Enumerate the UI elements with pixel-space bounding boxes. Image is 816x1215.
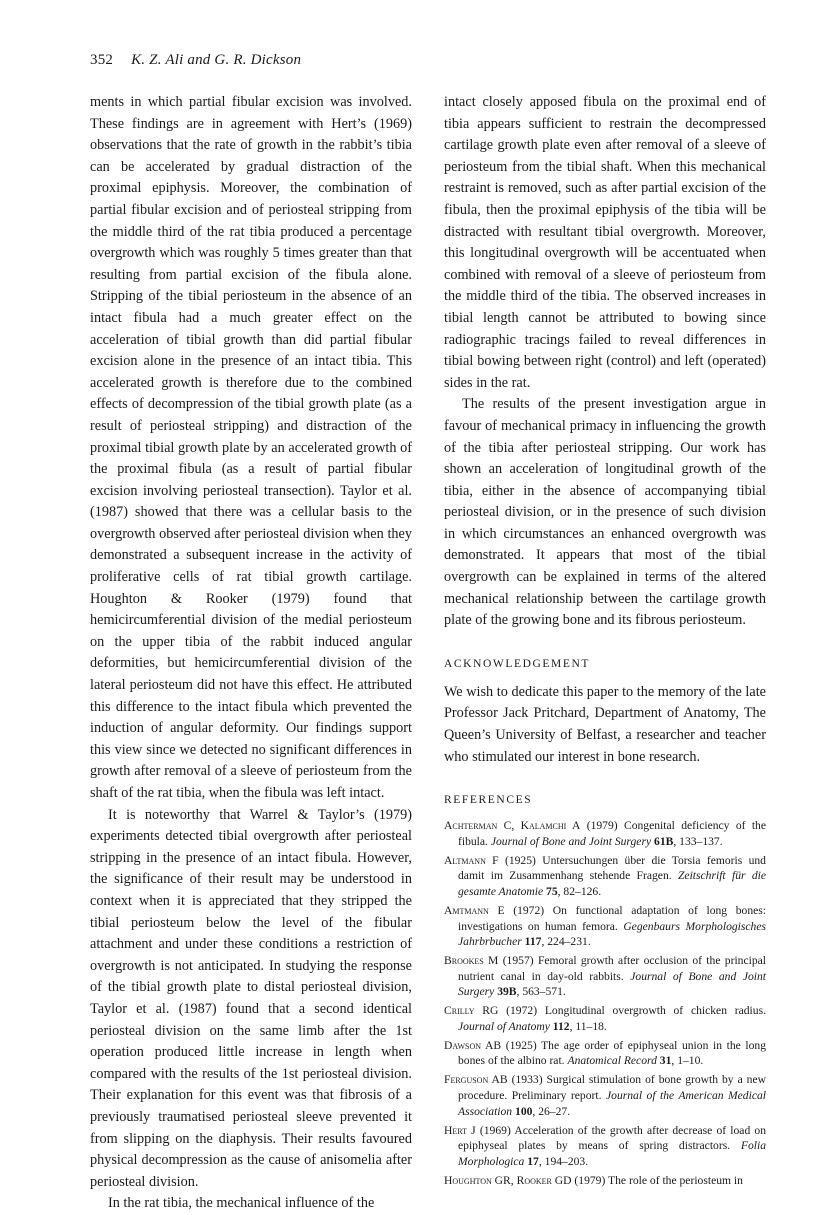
body-paragraph: The results of the present investigation argue in favour of mechanical primacy in influencing the growth of the tibia after periosteal stripping. Our work has shown an acceleration of longitudinal growth of the tibia, either in the absence of accompanying tibial periosteal division, or in the presence of such division in which circumstances an enhanced overgrowth was demonstrated. It appears that most of the tibial overgrowth can be explained in terms of the altered mechanical relationship between the cartilage growth plate of the growing bone and its fibrous periosteum.: [444, 396, 766, 629]
body-paragraph: In the rat tibia, the mechanical influence of the: [108, 1195, 375, 1212]
acknowledgement-text: We wish to dedicate this paper to the memory of the late Professor Jack Pritchard, Department of Anatomy, The Queen’s University of Belfast, a researcher and teacher who stimulated our interest in bone research.: [444, 683, 766, 765]
reference-list: [444, 818, 766, 1188]
reference-item: Houghton GR, Rooker GD (1979) The role of the periosteum in: [444, 1173, 743, 1187]
body-paragraph: It is noteworthy that Warrel & Taylor’s (1979) experiments detected tibial overgrowth after periosteal stripping in the presence of an intact fibula. However, the significance of their result may be understood in context when it is appreciated that they stripped the tibial periosteum below the level of the fibular attachment and under these conditions a restriction of overgrowth is not anticipated. In studying the response of the tibial growth plate to distal periosteal division, Taylor et al. (1987) found that a second identical periosteal division on the same limb after the 1st operation produced little increase in length when compared with the results of the 1st periosteal division. Their explanation for this event was that fibrosis of a previously traumatised periosteal sleeve prevented it from slipping on the diaphysis. Their results favoured physical decompression as the cause of anisomelia after periosteal division.: [90, 806, 412, 1190]
reference-item: Ferguson AB (1933) Surgical stimulation of bone growth by a new procedure. Preliminary report. Journal of the American Medical Association 100, 26–27.: [444, 1073, 766, 1118]
running-header: [90, 52, 301, 69]
page-number: 352: [90, 52, 114, 68]
left-column: [90, 92, 412, 1215]
reference-item: Dawson AB (1925) The age order of epiphyseal union in the long bones of the albino rat. Anatomical Record 31, 1–10.: [444, 1038, 766, 1068]
running-authors: K. Z. Ali and G. R. Dickson: [131, 52, 302, 68]
reference-item: Altmann F (1925) Untersuchungen über die Torsia femoris und damit im Zusammenhang stehende Fragen. Zeitschrift für die gesamte Anatomie 75, 82–126.: [444, 853, 766, 898]
acknowledgement-heading: ACKNOWLEDGEMENT: [444, 657, 591, 670]
body-paragraph: ments in which partial fibular excision was involved. These findings are in agreement with Hert’s (1969) observations that the rate of growth in the rabbit’s tibia can be accelerated by gradual distraction of the proximal epiphysis. Moreover, the combination of partial fibular excision and of periosteal stripping from the middle third of the rat tibia produced a percentage overgrowth which was roughly 5 times greater than that resulting from partial excision of the fibula alone. Stripping of the tibial periosteum in the absence of an intact fibula had a much greater effect on the acceleration of tibial growth than did partial fibular excision alone in the presence of an intact tibia. This accelerated growth is therefore due to the combined effects of decompression of the tibial growth plate (as a result of periosteal stripping) and distraction of the proximal tibial growth plate by an accelerated growth of the proximal fibula (as a result of partial fibular excision involving periosteal transection). Taylor et al. (1987) showed that there was a cellular basis to the overgrowth observed after periosteal division when they demonstrated a subsequent increase in the activity of proliferative cells of rat tibial growth cartilage. Houghton & Rooker (1979) found that hemicircumferential division of the medial periosteum on the upper tibia of the rabbit induced angular deformities, but hemicircumferential division of the lateral periosteum did not have this effect. He attributed this difference to the intact fibula which prevented the induction of angular deformity. Our findings support this view since we detected no significant differences in growth after removal of a sleeve of periosteum from the shaft of the rat tibia, when the fibula was left intact.: [90, 94, 412, 801]
right-column: [444, 92, 766, 1192]
reference-item: Crilly RG (1972) Longitudinal overgrowth of chicken radius. Journal of Anatomy 112, 11–18.: [444, 1004, 766, 1033]
body-paragraph: intact closely apposed fibula on the proximal end of tibia appears sufficient to restrain the decompressed cartilage growth plate even after removal of a sleeve of periosteum from the tibial shaft. When this mechanical restraint is removed, such as after partial excision of the fibula, then the proximal epiphysis of the tibia will be distracted with resultant tibial overgrowth. Moreover, this longitudinal overgrowth will be accentuated when combined with removal of a sleeve of periosteum from the middle third of the tibia. The observed increases in tibial length cannot be attributed to bowing since radiographic tracings failed to reveal differences in tibial bowing between right (control) and left (operated) sides in the rat.: [444, 94, 766, 391]
references-heading: REFERENCES: [444, 794, 533, 807]
reference-item: Brookes M (1957) Femoral growth after occlusion of the principal nutrient canal in day-old rabbits. Journal of Bone and Joint Surgery 39B, 563–571.: [444, 954, 766, 999]
reference-item: Achterman C, Kalamchi A (1979) Congenital deficiency of the fibula. Journal of Bone and Joint Surgery 61B, 133–137.: [444, 819, 766, 848]
reference-item: Hert J (1969) Acceleration of the growth after decrease of load on epiphyseal plates by means of spring distractors. Folia Morphologica 17, 194–203.: [444, 1123, 767, 1168]
reference-item: Amtmann E (1972) On functional adaptation of long bones: investigations on human femora. Gegenbaurs Morphologisches Jahrbrbucher 117, 224–231.: [444, 903, 766, 949]
